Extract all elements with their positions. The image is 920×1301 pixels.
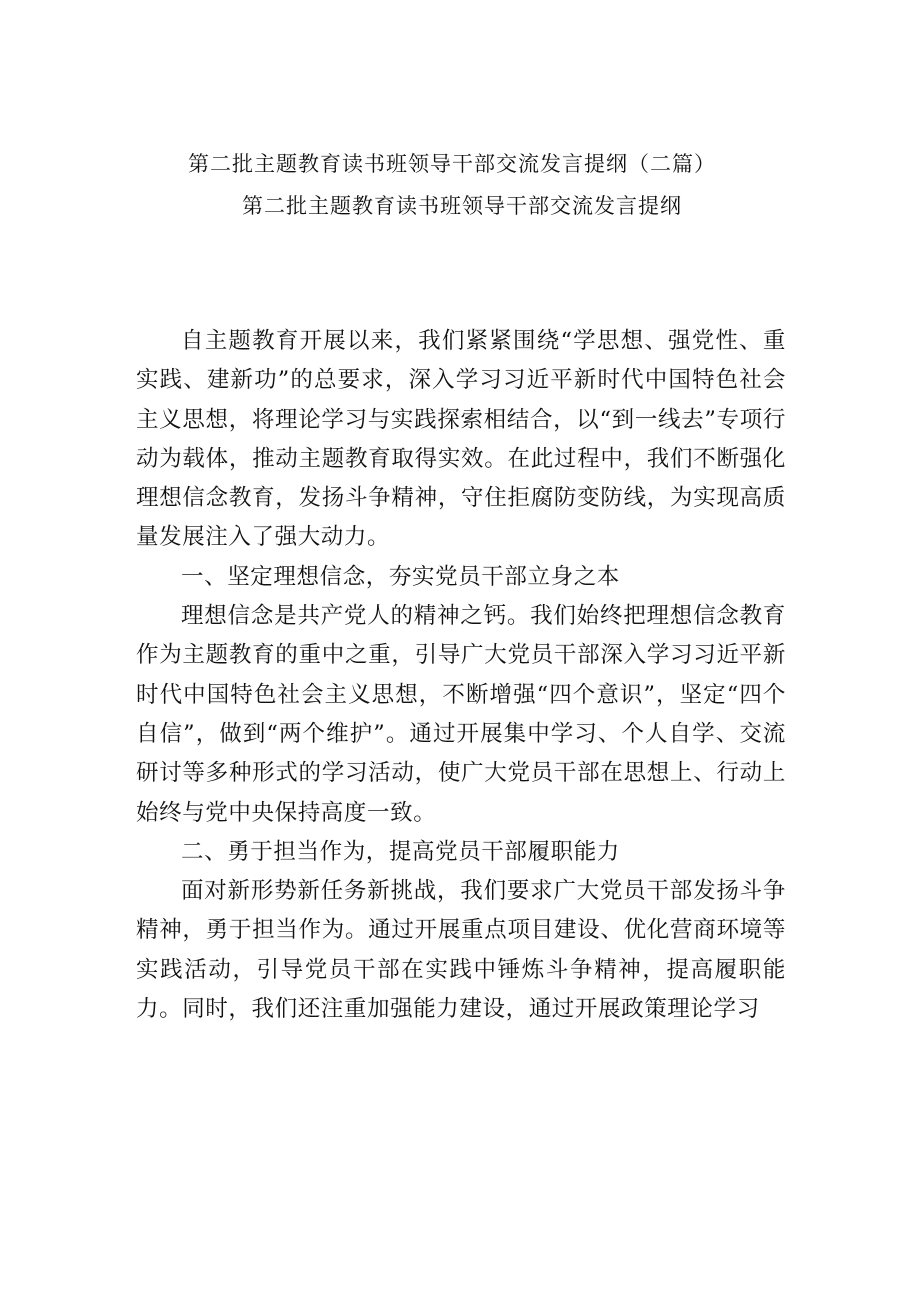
- document-title: 第二批主题教育读书班领导干部交流发言提纲（二篇）: [188, 152, 716, 176]
- section-heading-2: 二、勇于担当作为，提高党员干部履职能力: [181, 838, 620, 865]
- document-body: [136, 322, 786, 1029]
- section-2-paragraph: 面对新形势新任务新挑战，我们要求广大党员干部发扬斗争精神，勇于担当作为。通过开展重点项目建设、优化营商环境等实践活动，引导党员干部在实践中锤炼斗争精神，提高履职能力。同时，我们还注重加强能力建设，通过开展政策理论学习: [136, 878, 786, 1023]
- intro-paragraph: 自主题教育开展以来，我们紧紧围绕“学思想、强党性、重实践、建新功”的总要求，深入学习习近平新时代中国特色社会主义思想，将理论学习与实践探索相结合，以“到一线去”专项行动为载体，推动主题教育取得实效。在此过程中，我们不断强化理想信念教育，发扬斗争精神，守住拒腐防变防线，为实现高质量发展注入了强大动力。: [136, 328, 786, 551]
- document-subtitle: 第二批主题教育读书班领导干部交流发言提纲: [242, 194, 682, 218]
- section-1-paragraph: 理想信念是共产党人的精神之钙。我们始终把理想信念教育作为主题教育的重中之重，引导广大党员干部深入学习习近平新时代中国特色社会主义思想，不断增强“四个意识”，坚定“四个自信”，做到“两个维护”。通过开展集中学习、个人自学、交流研讨等多种形式的学习活动，使广大党员干部在思想上、行动上始终与党中央保持高度一致。: [136, 603, 786, 826]
- section-heading-1: 一、坚定理想信念，夯实党员干部立身之本: [181, 563, 620, 590]
